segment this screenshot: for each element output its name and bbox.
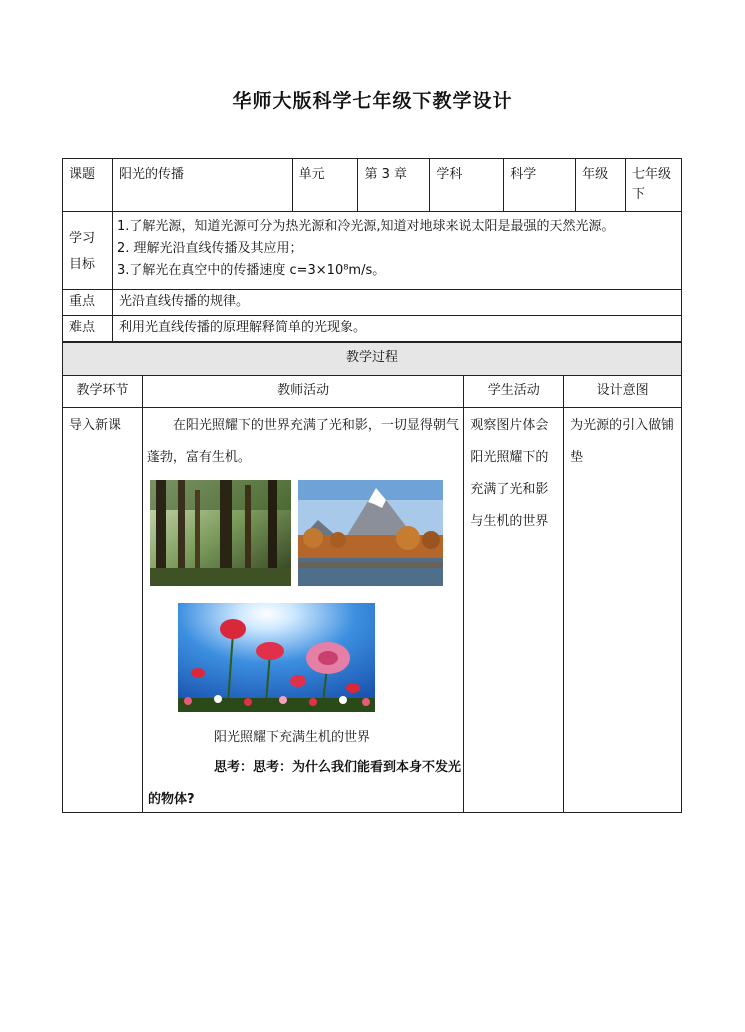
difficulty-value: 利用光直线传播的原理解释简单的光现象。 [112, 316, 681, 342]
poppies-sunlight-image [178, 603, 375, 712]
objectives-list [112, 212, 681, 290]
teacher-intro-text: 在阳光照耀下的世界充满了光和影，一切显得朝气蓬勃，富有生机。 [146, 418, 459, 465]
stage-cell: 导入新课 [63, 408, 143, 813]
forest-image [150, 480, 291, 586]
header-teacher: 教师活动 [142, 376, 463, 408]
grade-value: 七年级下 [626, 159, 682, 212]
document-title: 华师大版科学七年级下教学设计 [232, 90, 513, 112]
topic-value: 阳光的传播 [112, 159, 292, 212]
process-title: 教学过程 [63, 343, 682, 376]
key-label: 重点 [63, 290, 113, 316]
header-design: 设计意图 [564, 376, 682, 408]
unit-value: 第 3 章 [358, 159, 430, 212]
objectives-label: 学习目标 [63, 212, 113, 290]
design-intent-cell: 为光源的引入做铺垫 [564, 408, 682, 813]
image-caption: 阳光照耀下充满生机的世界 [214, 730, 371, 745]
lesson-info-table [62, 158, 682, 342]
key-value: 光沿直线传播的规律。 [112, 290, 681, 316]
header-stage: 教学环节 [63, 376, 143, 408]
subject-value: 科学 [504, 159, 576, 212]
student-activity-cell: 观察图片体会阳光照耀下的充满了光和影与生机的世界 [464, 408, 564, 813]
difficulty-label: 难点 [63, 316, 113, 342]
think-question: 思考：思考：为什么我们能看到本身不发光的物体? [148, 760, 462, 807]
objective-item: 1.了解光源，知道光源可分为热光源和冷光源,知道对地球来说太阳是最强的天然光源。 [116, 219, 615, 234]
topic-label: 课题 [63, 159, 113, 212]
grade-label: 年级 [576, 159, 626, 212]
objective-item: 2. 理解光沿直线传播及其应用； [116, 241, 303, 256]
subject-label: 学科 [430, 159, 504, 212]
unit-label: 单元 [292, 159, 358, 212]
objective-item: 3.了解光在真空中的传播速度 c=3×10⁸m/s。 [116, 263, 386, 278]
mountain-lake-image [298, 480, 443, 586]
header-student: 学生活动 [464, 376, 564, 408]
